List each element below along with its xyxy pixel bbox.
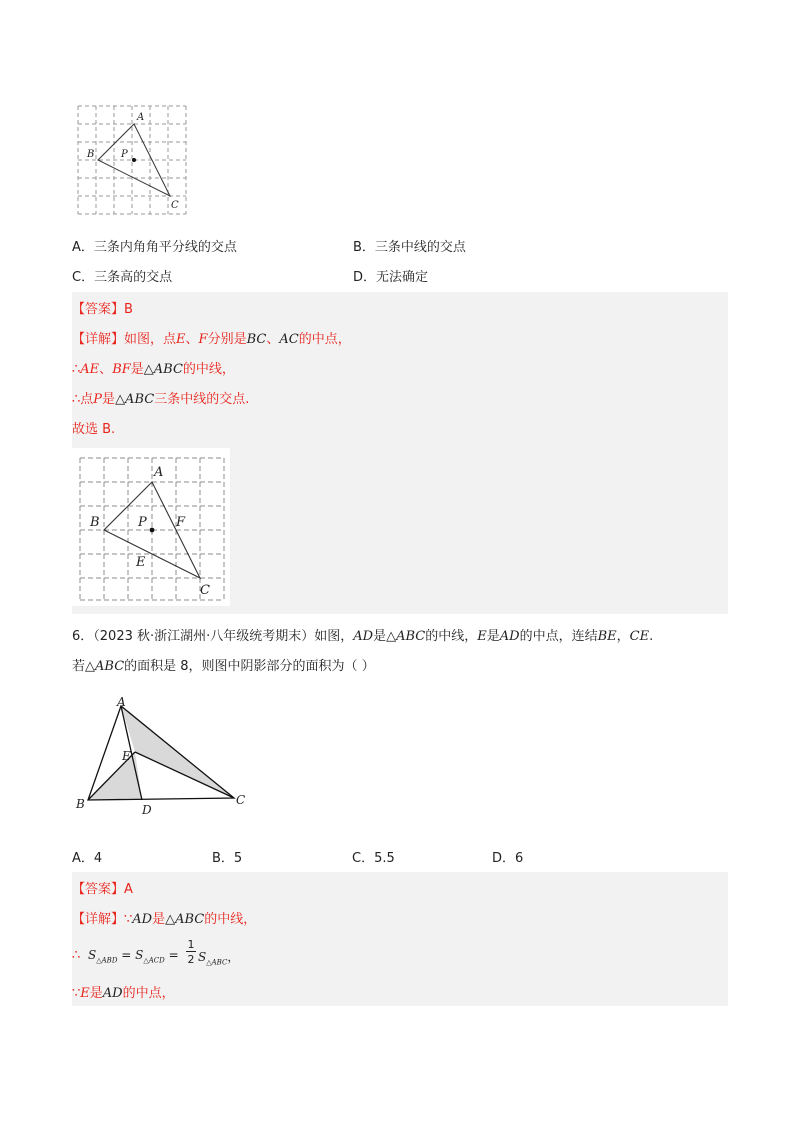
- q5-fig2-label-c: C: [200, 583, 210, 598]
- q5-conclusion: 故选 B.: [72, 422, 116, 437]
- q5-answer-box: [72, 292, 728, 614]
- q6-l1-h: .: [649, 629, 654, 644]
- q5-d1-mid: 分别是: [207, 332, 247, 347]
- q5-figure2-grid: [72, 448, 230, 606]
- q6-d3-ad: AD: [102, 986, 123, 1001]
- q5-fig2-label-e: E: [136, 555, 146, 570]
- q6-l2-a: 若: [72, 659, 86, 674]
- q6-figure: [72, 696, 262, 820]
- q6-option-c[interactable]: C．5.5: [352, 851, 395, 866]
- q6-d2-s2sub: △ACD: [143, 956, 165, 965]
- q6-l1-tri: △ABC: [386, 629, 426, 644]
- q6-option-b[interactable]: B．5: [212, 851, 243, 866]
- q6-answer: 【答案】A: [72, 882, 133, 897]
- q5-d2-ae: AE: [80, 362, 100, 377]
- q6-label-a: A: [117, 696, 126, 709]
- q5-d1-f: F: [198, 332, 208, 347]
- q5-fig2-label-b: B: [90, 515, 100, 530]
- q5-option-a[interactable]: A．三条内角角平分线的交点: [72, 240, 237, 255]
- q5-d1-pre: 如图，点: [124, 332, 177, 347]
- q5-detail-line1: [72, 328, 351, 347]
- q6-answer-box: [72, 872, 728, 1006]
- q6-l1-g: ，: [616, 629, 630, 644]
- q6-d2-therefore: ∴: [72, 948, 81, 963]
- q5-option-b[interactable]: B．三条中线的交点: [353, 240, 466, 255]
- q6-d2-s1sub: △ABD: [96, 956, 118, 965]
- q6-d1-ad: AD: [132, 912, 153, 927]
- q6-question-line1: [72, 625, 653, 644]
- q5-d2-bf: BF: [112, 362, 131, 377]
- q5-d2-therefore: ∴: [72, 362, 81, 377]
- q6-d1-tri: △ABC: [165, 912, 205, 927]
- q6-l2-tri: △ABC: [85, 659, 125, 674]
- q6-d1-mid: 是: [152, 912, 166, 927]
- q5-d2-sep: 、: [99, 362, 113, 377]
- q6-l1-ce: CE: [629, 629, 650, 644]
- q5-answer: 【答案】B: [72, 302, 133, 317]
- q6-l1-d: 是: [486, 629, 500, 644]
- q5-d3-post: 三条中线的交点.: [154, 392, 250, 407]
- q6-number: 6．: [72, 629, 94, 644]
- q6-l1-ad: AD: [353, 629, 374, 644]
- q5-fig2-label-a: A: [154, 465, 164, 480]
- q5-d1-sep2: 、: [266, 332, 280, 347]
- q5-d3-p: P: [93, 392, 103, 407]
- q6-d3-post: 的中点，: [122, 986, 175, 1001]
- q6-label-d: D: [142, 803, 152, 817]
- q5-label-b: B: [87, 149, 95, 160]
- q5-label-c: C: [171, 200, 179, 211]
- q6-label-e: E: [122, 749, 131, 763]
- q5-d1-sep: 、: [185, 332, 199, 347]
- q6-l1-ad2: AD: [499, 629, 520, 644]
- q6-l1-f: 的中点，连结: [519, 629, 598, 644]
- q5-detail-line3: [72, 388, 249, 407]
- q5-figure-grid: [76, 104, 190, 216]
- q5-fig2-label-p: P: [138, 515, 147, 530]
- q6-d2-eq1: =: [117, 948, 136, 962]
- q6-d2-s2: S: [135, 948, 144, 962]
- q5-label-a: A: [137, 112, 145, 123]
- q6-question-line2: [72, 655, 375, 674]
- q6-d2-frac-den: 2: [187, 953, 195, 966]
- q6-d1-because: ∵: [124, 912, 133, 927]
- q6-l2-b: 的面积是 8，则图中阴影部分的面积为（ ）: [124, 659, 375, 674]
- q6-l1-b: 是: [373, 629, 387, 644]
- q6-d3-mid: 是: [89, 986, 103, 1001]
- q5-d2-mid: 是: [130, 362, 144, 377]
- q6-d3-because: ∵: [72, 986, 81, 1001]
- q5-option-d[interactable]: D．无法确定: [353, 270, 429, 285]
- q5-label-p: P: [121, 149, 128, 160]
- q6-detail-line3: [72, 982, 175, 1001]
- q6-detail-label: 【详解】: [72, 912, 125, 927]
- q6-d3-e: E: [80, 986, 90, 1001]
- q5-option-c[interactable]: C．三条高的交点: [72, 270, 173, 285]
- q6-option-a[interactable]: A．4: [72, 851, 103, 866]
- q6-d2-s1: S: [88, 948, 97, 962]
- q6-d2-post: ，: [227, 950, 240, 964]
- q5-d1-bc: BC: [246, 332, 267, 347]
- q6-option-d[interactable]: D．6: [492, 851, 524, 866]
- q5-d2-post: 的中线，: [182, 362, 235, 377]
- q5-fig2-point-p: [150, 528, 155, 533]
- q5-d3-tri: △ABC: [115, 392, 155, 407]
- q6-label-b: B: [76, 797, 85, 811]
- q5-fig2-label-f: F: [176, 515, 186, 530]
- q6-source: （2023 秋·浙江湖州·八年级统考期末）: [93, 629, 315, 644]
- q5-d1-post: 的中点，: [298, 332, 351, 347]
- q5-d1-e: E: [176, 332, 186, 347]
- q6-d2-rest: [198, 948, 239, 966]
- q5-d3-mid: 是: [102, 392, 116, 407]
- q6-detail-line1: [72, 908, 256, 927]
- q6-l1-c: 的中线，: [425, 629, 478, 644]
- q6-label-c: C: [236, 793, 246, 807]
- q5-d1-ac: AC: [279, 332, 299, 347]
- q5-detail-line2: [72, 358, 235, 377]
- q5-d3-therefore: ∴: [72, 392, 81, 407]
- q6-l1-be: BE: [597, 629, 617, 644]
- q6-d2-s3: S: [198, 950, 207, 964]
- q6-d2-eq2: =: [164, 948, 179, 962]
- q6-d2-frac-num: 1: [187, 938, 195, 951]
- q6-l1-a: 如图，: [314, 629, 354, 644]
- q5-d3-pre: 点: [80, 392, 94, 407]
- q6-d1-post: 的中线，: [204, 912, 257, 927]
- q6-d2-formula: [88, 948, 179, 964]
- q6-l1-e: E: [477, 629, 487, 644]
- q5-point-p: [132, 158, 136, 162]
- q5-d2-tri: △ABC: [143, 362, 183, 377]
- q5-detail-label: 【详解】: [72, 332, 125, 347]
- q6-d2-s3sub: △ABC: [206, 958, 228, 967]
